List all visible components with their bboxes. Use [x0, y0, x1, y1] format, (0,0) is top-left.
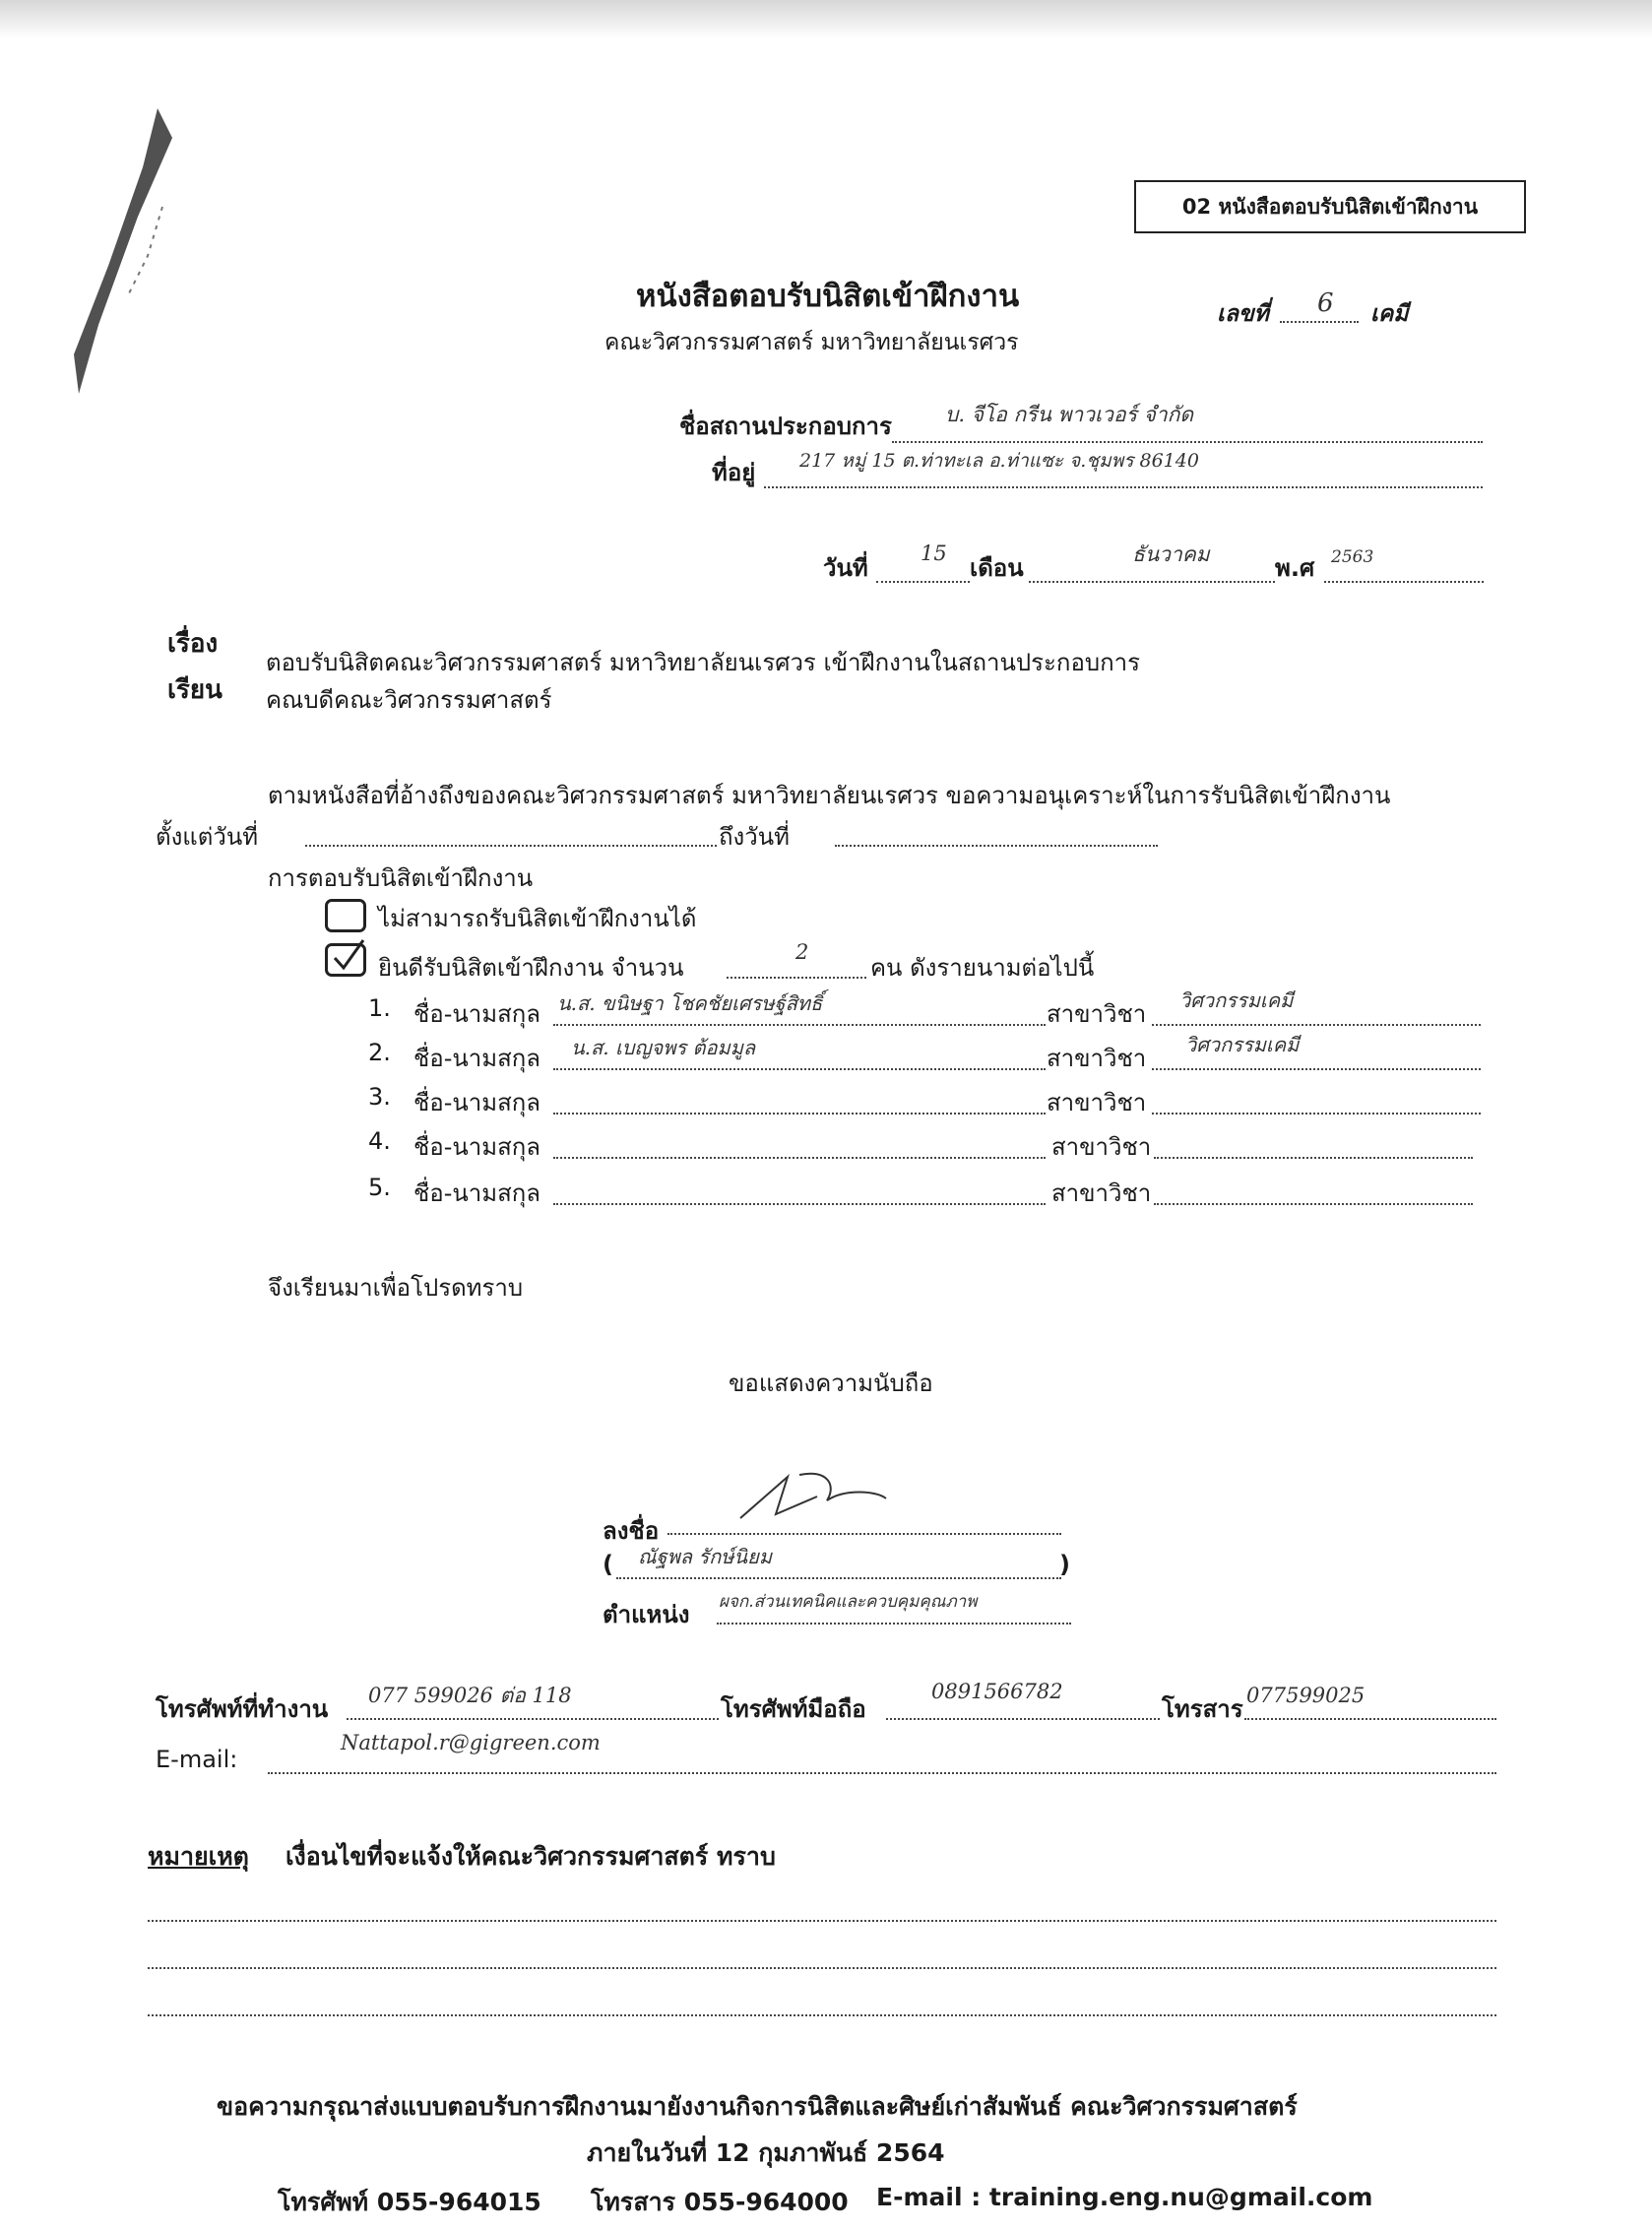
student-name-line	[553, 1024, 1046, 1026]
document-title: หนังสือตอบรับนิสิตเข้าฝึกงาน	[636, 279, 1020, 314]
student-name: น.ส. เบญจพร ต้อมมูล	[571, 1036, 756, 1059]
to-date-label: ถึงวันที่	[719, 823, 790, 851]
position-line	[717, 1623, 1071, 1625]
body-paragraph: ตามหนังสือที่อ้างถึงของคณะวิศวกรรมศาสตร์ มหาวิทยาลัยนเรศวร ขอความอนุเคราะห์ในการรับนิสิตเข้าฝึกงาน	[268, 782, 1391, 809]
accept-option-label: ยินดีรับนิสิตเข้าฝึกงาน จำนวน	[378, 954, 684, 982]
footer-email: E-mail : training.eng.nu@gmail.com	[876, 2183, 1373, 2211]
position-label: ตำแหน่ง	[603, 1601, 690, 1628]
fax-label: โทรสาร	[1162, 1695, 1243, 1723]
scan-artifact-mark	[39, 98, 177, 414]
subject-label: เรื่อง	[167, 629, 219, 659]
email-label: E-mail:	[156, 1746, 238, 1773]
signature-name-open: (	[603, 1551, 613, 1578]
number-value: 6	[1317, 288, 1334, 318]
number-label: เลขที่	[1217, 301, 1269, 327]
student-name-label: ชื่อ-นามสกุล	[413, 1133, 540, 1161]
date-day-line	[876, 581, 970, 583]
work-phone-value: 077 599026 ต่อ 118	[368, 1684, 572, 1707]
reject-checkbox[interactable]	[325, 899, 366, 932]
sign-label: ลงชื่อ	[603, 1517, 660, 1545]
student-major: วิศวกรรมเคมี	[1179, 988, 1294, 1012]
number-suffix: เคมี	[1370, 301, 1409, 327]
signature-name-close: )	[1059, 1551, 1070, 1578]
document-subtitle: คณะวิศวกรรมศาสตร์ มหาวิทยาลัยนเรศวร	[604, 330, 1019, 355]
count-suffix: คน ดังรายนามต่อไปนี้	[870, 954, 1095, 982]
signature-name: ณัฐพล รักษ์นิยม	[638, 1545, 772, 1568]
student-major-label: สาขาวิชา	[1047, 1000, 1147, 1028]
student-number: 2.	[368, 1039, 391, 1066]
work-phone-line	[347, 1718, 719, 1720]
address-label: ที่อยู่	[712, 459, 756, 486]
date-year: 2563	[1331, 547, 1374, 567]
handwritten-signature	[729, 1467, 906, 1536]
position-value: ผจก.ส่วนเทคนิคและควบคุมคุณภาพ	[719, 1592, 978, 1612]
document-code-box: 02 หนังสือตอบรับนิสิตเข้าฝึกงาน	[1134, 180, 1526, 233]
to-date-line	[835, 845, 1158, 847]
mobile-label: โทรศัพท์มือถือ	[721, 1695, 866, 1723]
student-major-line	[1154, 1157, 1473, 1159]
address-line	[764, 486, 1483, 488]
subject-text: ตอบรับนิสิตคณะวิศวกรรมศาสตร์ มหาวิทยาลัยนเรศวร เข้าฝึกงานในสถานประกอบการ	[266, 649, 1141, 676]
scan-edge-shadow	[0, 0, 1652, 39]
student-number: 5.	[368, 1174, 391, 1201]
date-day-label: วันที่	[823, 554, 868, 582]
footer-instruction: ขอความกรุณาส่งแบบตอบรับการฝึกงานมายังงานกิจการนิสิตและศิษย์เก่าสัมพันธ์ คณะวิศวกรรมศาสตร์	[217, 2092, 1298, 2121]
student-major-label: สาขาวิชา	[1047, 1045, 1147, 1072]
mobile-line	[886, 1718, 1160, 1720]
student-major-line	[1152, 1113, 1481, 1115]
note-text: เงื่อนไขที่จะแจ้งให้คณะวิศวกรรมศาสตร์ ทราบ	[286, 1842, 776, 1871]
student-number: 1.	[368, 994, 391, 1022]
student-number: 4.	[368, 1127, 391, 1155]
signature-name-line	[616, 1577, 1061, 1579]
company-value: บ. จีโอ กรีน พาวเวอร์ จำกัด	[945, 403, 1193, 426]
student-major: วิศวกรรมเคมี	[1185, 1033, 1300, 1056]
student-major-label: สาขาวิชา	[1051, 1133, 1152, 1161]
date-year-label: พ.ศ	[1275, 554, 1315, 582]
student-major-line	[1154, 1203, 1473, 1205]
note-line	[148, 1920, 1496, 1922]
closing-text: จึงเรียนมาเพื่อโปรดทราบ	[268, 1274, 524, 1302]
date-month-line	[1029, 581, 1275, 583]
student-name-label: ชื่อ-นามสกุล	[413, 1000, 540, 1028]
checkmark-icon	[330, 936, 369, 974]
note-line	[148, 2014, 1496, 2016]
date-day: 15	[921, 542, 947, 565]
from-date-line	[305, 845, 717, 847]
note-line	[148, 1967, 1496, 1969]
student-number: 3.	[368, 1083, 391, 1111]
footer-fax: โทรสาร 055-964000	[591, 2188, 849, 2216]
student-name-line	[553, 1068, 1046, 1070]
student-major-line	[1152, 1024, 1481, 1026]
student-name-label: ชื่อ-นามสกุล	[413, 1179, 540, 1207]
work-phone-label: โทรศัพท์ที่ทำงาน	[156, 1695, 329, 1723]
accept-count: 2	[795, 940, 809, 964]
date-year-line	[1324, 581, 1484, 583]
response-heading: การตอบรับนิสิตเข้าฝึกงาน	[268, 864, 534, 892]
footer-phone: โทรศัพท์ 055-964015	[278, 2188, 541, 2216]
company-line	[892, 441, 1483, 443]
mobile-value: 0891566782	[931, 1680, 1063, 1703]
reject-option-label: ไม่สามารถรับนิสิตเข้าฝึกงานได้	[378, 905, 697, 932]
accept-checkbox[interactable]	[325, 943, 366, 977]
regards-text: ขอแสดงความนับถือ	[729, 1370, 933, 1397]
student-name-label: ชื่อ-นามสกุล	[413, 1089, 540, 1116]
student-major-line	[1152, 1068, 1481, 1070]
to-label: เรียน	[167, 675, 222, 705]
address-value: 217 หมู่ 15 ต.ท่าทะเล อ.ท่าแซะ จ.ชุมพร 86140	[799, 450, 1199, 472]
student-name: น.ส. ขนิษฐา โชคชัยเศรษฐ์สิทธิ์	[557, 991, 823, 1015]
number-line	[1280, 321, 1359, 323]
email-line	[268, 1772, 1496, 1774]
count-line	[727, 977, 866, 979]
date-month-label: เดือน	[970, 554, 1024, 582]
student-major-label: สาขาวิชา	[1047, 1089, 1147, 1116]
company-label: ชื่อสถานประกอบการ	[679, 413, 892, 440]
to-text: คณบดีคณะวิศวกรรมศาสตร์	[266, 686, 552, 714]
email-value: Nattapol.r@gigreen.com	[341, 1731, 601, 1754]
student-name-line	[553, 1113, 1046, 1115]
student-major-label: สาขาวิชา	[1051, 1179, 1152, 1207]
date-month: ธันวาคม	[1132, 542, 1210, 566]
student-name-line	[553, 1157, 1046, 1159]
from-date-label: ตั้งแต่วันที่	[156, 823, 259, 851]
fax-line	[1244, 1718, 1496, 1720]
student-name-line	[553, 1203, 1046, 1205]
fax-value: 077599025	[1246, 1684, 1366, 1707]
student-name-label: ชื่อ-นามสกุล	[413, 1045, 540, 1072]
note-label: หมายเหตุ	[148, 1842, 249, 1871]
footer-deadline: ภายในวันที่ 12 กุมภาพันธ์ 2564	[587, 2138, 945, 2167]
